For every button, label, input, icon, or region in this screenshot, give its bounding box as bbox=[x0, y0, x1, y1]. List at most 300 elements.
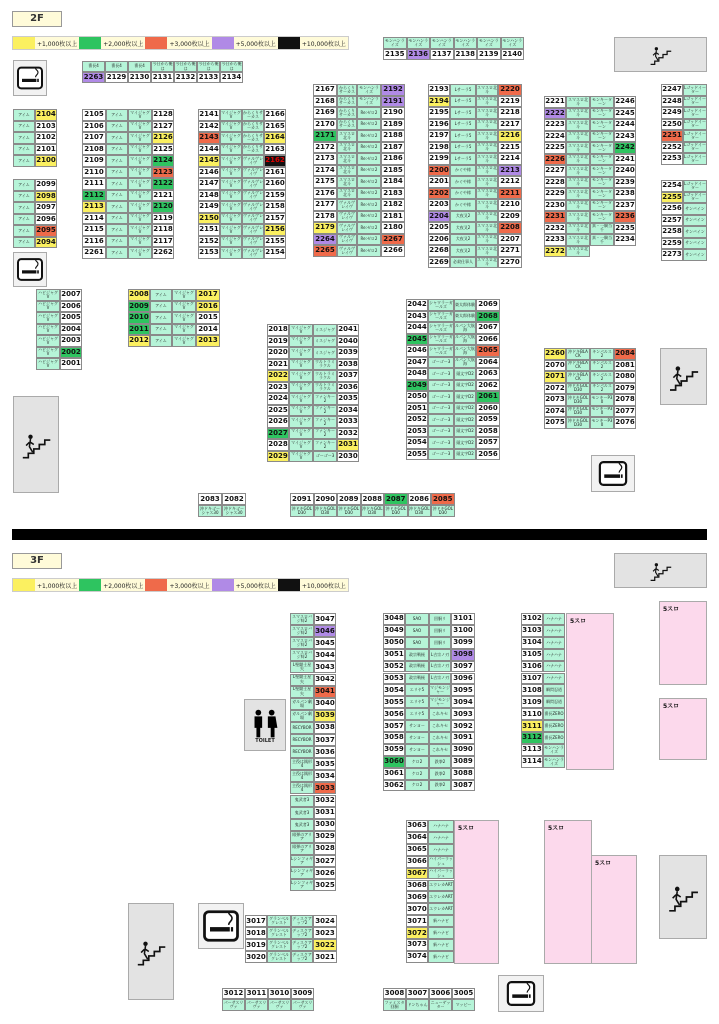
machine-number[interactable]: 3022 bbox=[313, 939, 337, 951]
machine-number[interactable]: 2192 bbox=[381, 84, 405, 96]
machine-number[interactable]: 3010 bbox=[269, 989, 290, 997]
machine-number[interactable]: 2057 bbox=[476, 437, 500, 449]
machine-number[interactable]: 2019 bbox=[267, 336, 289, 348]
machine-number[interactable]: 3019 bbox=[245, 939, 267, 951]
machine-number[interactable]: 2186 bbox=[381, 153, 405, 165]
machine-number[interactable]: 2170 bbox=[313, 119, 337, 131]
machine-number[interactable]: 2077 bbox=[614, 406, 636, 418]
machine-number[interactable]: 3114 bbox=[521, 756, 543, 768]
machine-number[interactable]: 2271 bbox=[498, 245, 522, 257]
machine-number[interactable]: 2124 bbox=[152, 155, 174, 167]
machine-number[interactable]: 3073 bbox=[406, 939, 428, 951]
machine-number[interactable]: 3104 bbox=[521, 637, 543, 649]
machine-number[interactable]: 2251 bbox=[661, 130, 683, 142]
machine-number[interactable]: 2200 bbox=[428, 165, 450, 177]
machine-number[interactable]: 3045 bbox=[314, 637, 336, 649]
machine-number[interactable]: 2061 bbox=[476, 391, 500, 403]
machine-number[interactable]: 3053 bbox=[383, 673, 405, 685]
machine-number[interactable]: 2104 bbox=[35, 109, 57, 121]
machine-number[interactable]: 3056 bbox=[383, 708, 405, 720]
machine-number[interactable]: 2242 bbox=[614, 142, 636, 154]
machine-number[interactable]: 2075 bbox=[544, 417, 566, 429]
machine-number[interactable]: 2083 bbox=[198, 493, 222, 505]
machine-number[interactable]: 2126 bbox=[152, 132, 174, 144]
machine-number[interactable]: 2253 bbox=[661, 153, 683, 165]
machine-number[interactable]: 2230 bbox=[544, 200, 566, 212]
machine-number[interactable]: 2127 bbox=[152, 121, 174, 133]
machine-number[interactable]: 2138 bbox=[454, 49, 478, 60]
machine-number[interactable]: 2042 bbox=[406, 299, 428, 311]
machine-number[interactable]: 3017 bbox=[245, 915, 267, 927]
machine-number[interactable]: 3090 bbox=[451, 744, 475, 756]
machine-number[interactable]: 3047 bbox=[314, 613, 336, 625]
machine-number[interactable]: 2044 bbox=[406, 322, 428, 334]
machine-number[interactable]: 2209 bbox=[498, 211, 522, 223]
machine-number[interactable]: 2222 bbox=[544, 108, 566, 120]
machine-number[interactable]: 2268 bbox=[428, 245, 450, 257]
machine-number[interactable]: 2166 bbox=[264, 109, 286, 121]
machine-number[interactable]: 3061 bbox=[383, 768, 405, 780]
machine-number[interactable]: 2211 bbox=[498, 188, 522, 200]
machine-number[interactable]: 3054 bbox=[383, 684, 405, 696]
machine-number[interactable]: 2240 bbox=[614, 165, 636, 177]
machine-number[interactable]: 3039 bbox=[314, 710, 336, 722]
machine-number[interactable]: 2195 bbox=[428, 107, 450, 119]
machine-number[interactable]: 2154 bbox=[264, 247, 286, 259]
machine-number[interactable]: 2065 bbox=[476, 345, 500, 357]
machine-number[interactable]: 2234 bbox=[614, 234, 636, 246]
machine-number[interactable]: 2063 bbox=[476, 368, 500, 380]
machine-number[interactable]: 2029 bbox=[267, 451, 289, 463]
machine-number[interactable]: 2076 bbox=[614, 417, 636, 429]
machine-number[interactable]: 3032 bbox=[314, 795, 336, 807]
machine-number[interactable]: 2094 bbox=[35, 237, 57, 249]
machine-number[interactable]: 2208 bbox=[498, 222, 522, 234]
machine-number[interactable]: 2088 bbox=[361, 493, 385, 505]
machine-number[interactable]: 3030 bbox=[314, 819, 336, 831]
machine-number[interactable]: 2080 bbox=[614, 371, 636, 383]
machine-number[interactable]: 2135 bbox=[383, 49, 407, 60]
machine-number[interactable]: 2236 bbox=[614, 211, 636, 223]
machine-number[interactable]: 3036 bbox=[314, 746, 336, 758]
machine-number[interactable]: 2229 bbox=[544, 188, 566, 200]
machine-number[interactable]: 3109 bbox=[521, 696, 543, 708]
machine-number[interactable]: 2206 bbox=[428, 234, 450, 246]
machine-number[interactable]: 2228 bbox=[544, 177, 566, 189]
machine-number[interactable]: 3060 bbox=[383, 756, 405, 768]
machine-number[interactable]: 2060 bbox=[476, 403, 500, 415]
machine-number[interactable]: 2017 bbox=[196, 289, 220, 301]
machine-number[interactable]: 3088 bbox=[451, 768, 475, 780]
machine-number[interactable]: 2117 bbox=[152, 236, 174, 248]
machine-number[interactable]: 2227 bbox=[544, 165, 566, 177]
machine-number[interactable]: 2224 bbox=[544, 131, 566, 143]
machine-number[interactable]: 3063 bbox=[406, 820, 428, 832]
machine-number[interactable]: 2084 bbox=[614, 348, 636, 360]
machine-number[interactable]: 2238 bbox=[614, 188, 636, 200]
machine-number[interactable]: 2107 bbox=[82, 132, 106, 144]
machine-number[interactable]: 2243 bbox=[614, 131, 636, 143]
machine-number[interactable]: 2137 bbox=[430, 49, 454, 60]
machine-number[interactable]: 2199 bbox=[428, 153, 450, 165]
machine-number[interactable]: 2167 bbox=[313, 84, 337, 96]
machine-number[interactable]: 2074 bbox=[544, 406, 566, 418]
machine-number[interactable]: 2164 bbox=[264, 132, 286, 144]
machine-number[interactable]: 2038 bbox=[337, 359, 359, 371]
machine-number[interactable]: 3057 bbox=[383, 720, 405, 732]
machine-number[interactable]: 2102 bbox=[35, 132, 57, 144]
machine-number[interactable]: 2078 bbox=[614, 394, 636, 406]
machine-number[interactable]: 2184 bbox=[381, 176, 405, 188]
machine-number[interactable]: 2218 bbox=[498, 107, 522, 119]
machine-number[interactable]: 2262 bbox=[152, 247, 174, 259]
machine-number[interactable]: 3094 bbox=[451, 696, 475, 708]
machine-number[interactable]: 3020 bbox=[245, 951, 267, 963]
machine-number[interactable]: 2106 bbox=[82, 121, 106, 133]
machine-number[interactable]: 2269 bbox=[428, 257, 450, 269]
machine-number[interactable]: 3070 bbox=[406, 903, 428, 915]
machine-number[interactable]: 2250 bbox=[661, 119, 683, 131]
machine-number[interactable]: 2272 bbox=[544, 246, 566, 258]
machine-number[interactable]: 2123 bbox=[152, 167, 174, 179]
machine-number[interactable]: 3052 bbox=[383, 661, 405, 673]
machine-number[interactable]: 2197 bbox=[428, 130, 450, 142]
machine-number[interactable]: 2069 bbox=[476, 299, 500, 311]
machine-number[interactable]: 2049 bbox=[406, 380, 428, 392]
machine-number[interactable]: 2027 bbox=[267, 428, 289, 440]
machine-number[interactable]: 2120 bbox=[152, 201, 174, 213]
machine-number[interactable]: 3100 bbox=[451, 625, 475, 637]
machine-number[interactable]: 3023 bbox=[313, 927, 337, 939]
machine-number[interactable]: 2178 bbox=[313, 211, 337, 223]
machine-number[interactable]: 3103 bbox=[521, 625, 543, 637]
machine-number[interactable]: 2047 bbox=[406, 357, 428, 369]
machine-number[interactable]: 2244 bbox=[614, 119, 636, 131]
machine-number[interactable]: 2105 bbox=[82, 109, 106, 121]
machine-number[interactable]: 2147 bbox=[198, 178, 220, 190]
machine-number[interactable]: 3021 bbox=[313, 951, 337, 963]
machine-number[interactable]: 2081 bbox=[614, 360, 636, 372]
machine-number[interactable]: 2072 bbox=[544, 383, 566, 395]
machine-number[interactable]: 2204 bbox=[428, 211, 450, 223]
machine-number[interactable]: 2099 bbox=[35, 179, 57, 191]
machine-number[interactable]: 2116 bbox=[82, 236, 106, 248]
machine-number[interactable]: 2033 bbox=[337, 416, 359, 428]
machine-number[interactable]: 2091 bbox=[290, 493, 314, 505]
machine-number[interactable]: 3048 bbox=[383, 613, 405, 625]
machine-number[interactable]: 3051 bbox=[383, 649, 405, 661]
machine-number[interactable]: 2265 bbox=[313, 245, 337, 257]
machine-number[interactable]: 2248 bbox=[661, 96, 683, 108]
machine-number[interactable]: 2221 bbox=[544, 96, 566, 108]
machine-number[interactable]: 2018 bbox=[267, 324, 289, 336]
machine-number[interactable]: 2232 bbox=[544, 223, 566, 235]
machine-number[interactable]: 3087 bbox=[451, 780, 475, 792]
machine-number[interactable]: 3107 bbox=[521, 673, 543, 685]
machine-number[interactable]: 3024 bbox=[313, 915, 337, 927]
machine-number[interactable]: 2201 bbox=[428, 176, 450, 188]
machine-number[interactable]: 2155 bbox=[264, 236, 286, 248]
machine-number[interactable]: 2011 bbox=[128, 324, 150, 336]
machine-number[interactable]: 2273 bbox=[661, 249, 683, 261]
machine-number[interactable]: 2129 bbox=[106, 73, 127, 81]
machine-number[interactable]: 2134 bbox=[221, 73, 242, 81]
machine-number[interactable]: 3111 bbox=[521, 720, 543, 732]
machine-number[interactable]: 2233 bbox=[544, 234, 566, 246]
machine-number[interactable]: 2014 bbox=[196, 324, 220, 336]
machine-number[interactable]: 2257 bbox=[661, 215, 683, 227]
machine-number[interactable]: 2130 bbox=[129, 73, 150, 81]
machine-number[interactable]: 2171 bbox=[313, 130, 337, 142]
machine-number[interactable]: 2162 bbox=[264, 155, 286, 167]
machine-number[interactable]: 2023 bbox=[267, 382, 289, 394]
machine-number[interactable]: 2246 bbox=[614, 96, 636, 108]
machine-number[interactable]: 2021 bbox=[267, 359, 289, 371]
machine-number[interactable]: 3092 bbox=[451, 720, 475, 732]
machine-number[interactable]: 2059 bbox=[476, 414, 500, 426]
machine-number[interactable]: 2073 bbox=[544, 394, 566, 406]
machine-number[interactable]: 2039 bbox=[337, 347, 359, 359]
machine-number[interactable]: 2182 bbox=[381, 199, 405, 211]
machine-number[interactable]: 3091 bbox=[451, 732, 475, 744]
machine-number[interactable]: 2223 bbox=[544, 119, 566, 131]
machine-number[interactable]: 2143 bbox=[198, 132, 220, 144]
machine-number[interactable]: 2111 bbox=[82, 178, 106, 190]
machine-number[interactable]: 3101 bbox=[451, 613, 475, 625]
machine-number[interactable]: 3066 bbox=[406, 856, 428, 868]
machine-number[interactable]: 2173 bbox=[313, 153, 337, 165]
machine-number[interactable]: 2024 bbox=[267, 393, 289, 405]
machine-number[interactable]: 2034 bbox=[337, 405, 359, 417]
machine-number[interactable]: 2235 bbox=[614, 223, 636, 235]
machine-number[interactable]: 2070 bbox=[544, 360, 566, 372]
machine-number[interactable]: 2247 bbox=[661, 84, 683, 96]
machine-number[interactable]: 2161 bbox=[264, 167, 286, 179]
machine-number[interactable]: 2198 bbox=[428, 142, 450, 154]
machine-number[interactable]: 3062 bbox=[383, 780, 405, 792]
machine-number[interactable]: 3098 bbox=[451, 649, 475, 661]
machine-number[interactable]: 3069 bbox=[406, 891, 428, 903]
machine-number[interactable]: 2252 bbox=[661, 142, 683, 154]
machine-number[interactable]: 2210 bbox=[498, 199, 522, 211]
machine-number[interactable]: 2168 bbox=[313, 96, 337, 108]
machine-number[interactable]: 3072 bbox=[406, 927, 428, 939]
machine-number[interactable]: 2028 bbox=[267, 439, 289, 451]
machine-number[interactable]: 2003 bbox=[60, 335, 82, 347]
machine-number[interactable]: 2112 bbox=[82, 190, 106, 202]
machine-number[interactable]: 2032 bbox=[337, 428, 359, 440]
machine-number[interactable]: 3058 bbox=[383, 732, 405, 744]
machine-number[interactable]: 2071 bbox=[544, 371, 566, 383]
machine-number[interactable]: 2212 bbox=[498, 176, 522, 188]
machine-number[interactable]: 2179 bbox=[313, 222, 337, 234]
machine-number[interactable]: 2009 bbox=[128, 301, 150, 313]
machine-number[interactable]: 2175 bbox=[313, 176, 337, 188]
machine-number[interactable]: 2101 bbox=[35, 144, 57, 156]
machine-number[interactable]: 3064 bbox=[406, 832, 428, 844]
machine-number[interactable]: 2259 bbox=[661, 238, 683, 250]
machine-number[interactable]: 2026 bbox=[267, 416, 289, 428]
machine-number[interactable]: 2095 bbox=[35, 225, 57, 237]
machine-number[interactable]: 2172 bbox=[313, 142, 337, 154]
machine-number[interactable]: 2183 bbox=[381, 188, 405, 200]
machine-number[interactable]: 3055 bbox=[383, 696, 405, 708]
machine-number[interactable]: 3018 bbox=[245, 927, 267, 939]
machine-number[interactable]: 2145 bbox=[198, 155, 220, 167]
machine-number[interactable]: 2213 bbox=[498, 165, 522, 177]
machine-number[interactable]: 2115 bbox=[82, 224, 106, 236]
machine-number[interactable]: 2202 bbox=[428, 188, 450, 200]
machine-number[interactable]: 3006 bbox=[430, 989, 451, 997]
machine-number[interactable]: 2263 bbox=[83, 73, 104, 81]
machine-number[interactable]: 2267 bbox=[381, 234, 405, 246]
machine-number[interactable]: 2109 bbox=[82, 155, 106, 167]
machine-number[interactable]: 2051 bbox=[406, 403, 428, 415]
machine-number[interactable]: 2087 bbox=[384, 493, 408, 505]
machine-number[interactable]: 2035 bbox=[337, 393, 359, 405]
machine-number[interactable]: 3043 bbox=[314, 661, 336, 673]
machine-number[interactable]: 3102 bbox=[521, 613, 543, 625]
machine-number[interactable]: 2016 bbox=[196, 301, 220, 313]
machine-number[interactable]: 2258 bbox=[661, 226, 683, 238]
machine-number[interactable]: 2045 bbox=[406, 334, 428, 346]
machine-number[interactable]: 2097 bbox=[35, 202, 57, 214]
machine-number[interactable]: 2055 bbox=[406, 449, 428, 461]
machine-number[interactable]: 2118 bbox=[152, 224, 174, 236]
machine-number[interactable]: 2153 bbox=[198, 247, 220, 259]
machine-number[interactable]: 3026 bbox=[314, 867, 336, 879]
machine-number[interactable]: 2114 bbox=[82, 213, 106, 225]
machine-number[interactable]: 2067 bbox=[476, 322, 500, 334]
machine-number[interactable]: 3065 bbox=[406, 844, 428, 856]
machine-number[interactable]: 2043 bbox=[406, 311, 428, 323]
machine-number[interactable]: 3007 bbox=[407, 989, 428, 997]
machine-number[interactable]: 2254 bbox=[661, 180, 683, 192]
machine-number[interactable]: 2156 bbox=[264, 224, 286, 236]
machine-number[interactable]: 2110 bbox=[82, 167, 106, 179]
machine-number[interactable]: 2149 bbox=[198, 201, 220, 213]
machine-number[interactable]: 2125 bbox=[152, 144, 174, 156]
machine-number[interactable]: 2157 bbox=[264, 213, 286, 225]
machine-number[interactable]: 2136 bbox=[407, 49, 431, 60]
machine-number[interactable]: 2119 bbox=[152, 213, 174, 225]
machine-number[interactable]: 2260 bbox=[544, 348, 566, 360]
machine-number[interactable]: 2207 bbox=[498, 234, 522, 246]
machine-number[interactable]: 2255 bbox=[661, 192, 683, 204]
machine-number[interactable]: 2058 bbox=[476, 426, 500, 438]
machine-number[interactable]: 3025 bbox=[314, 879, 336, 891]
machine-number[interactable]: 2256 bbox=[661, 203, 683, 215]
machine-number[interactable]: 2150 bbox=[198, 213, 220, 225]
machine-number[interactable]: 3042 bbox=[314, 674, 336, 686]
machine-number[interactable]: 2113 bbox=[82, 201, 106, 213]
machine-number[interactable]: 3096 bbox=[451, 673, 475, 685]
machine-number[interactable]: 2086 bbox=[408, 493, 432, 505]
machine-number[interactable]: 2158 bbox=[264, 201, 286, 213]
machine-number[interactable]: 3105 bbox=[521, 649, 543, 661]
machine-number[interactable]: 3029 bbox=[314, 831, 336, 843]
machine-number[interactable]: 2185 bbox=[381, 165, 405, 177]
machine-number[interactable]: 2219 bbox=[498, 96, 522, 108]
machine-number[interactable]: 2052 bbox=[406, 414, 428, 426]
machine-number[interactable]: 2005 bbox=[60, 312, 82, 324]
machine-number[interactable]: 2139 bbox=[477, 49, 501, 60]
machine-number[interactable]: 3037 bbox=[314, 734, 336, 746]
machine-number[interactable]: 2261 bbox=[82, 247, 106, 259]
machine-number[interactable]: 3059 bbox=[383, 744, 405, 756]
machine-number[interactable]: 2146 bbox=[198, 167, 220, 179]
machine-number[interactable]: 2220 bbox=[498, 84, 522, 96]
machine-number[interactable]: 2002 bbox=[60, 347, 82, 359]
machine-number[interactable]: 2036 bbox=[337, 382, 359, 394]
machine-number[interactable]: 2041 bbox=[337, 324, 359, 336]
machine-number[interactable]: 3097 bbox=[451, 661, 475, 673]
machine-number[interactable]: 2048 bbox=[406, 368, 428, 380]
machine-number[interactable]: 2181 bbox=[381, 211, 405, 223]
machine-number[interactable]: 2144 bbox=[198, 144, 220, 156]
machine-number[interactable]: 3041 bbox=[314, 686, 336, 698]
machine-number[interactable]: 2004 bbox=[60, 324, 82, 336]
machine-number[interactable]: 2131 bbox=[152, 73, 173, 81]
machine-number[interactable]: 3050 bbox=[383, 637, 405, 649]
machine-number[interactable]: 3067 bbox=[406, 868, 428, 880]
machine-number[interactable]: 2031 bbox=[337, 439, 359, 451]
machine-number[interactable]: 2237 bbox=[614, 200, 636, 212]
machine-number[interactable]: 2270 bbox=[498, 257, 522, 269]
machine-number[interactable]: 2160 bbox=[264, 178, 286, 190]
machine-number[interactable]: 3040 bbox=[314, 698, 336, 710]
machine-number[interactable]: 3089 bbox=[451, 756, 475, 768]
machine-number[interactable]: 2006 bbox=[60, 301, 82, 313]
machine-number[interactable]: 2142 bbox=[198, 121, 220, 133]
machine-number[interactable]: 2189 bbox=[381, 119, 405, 131]
machine-number[interactable]: 2165 bbox=[264, 121, 286, 133]
machine-number[interactable]: 2151 bbox=[198, 224, 220, 236]
machine-number[interactable]: 2096 bbox=[35, 214, 57, 226]
machine-number[interactable]: 2128 bbox=[152, 109, 174, 121]
machine-number[interactable]: 2008 bbox=[128, 289, 150, 301]
machine-number[interactable]: 2205 bbox=[428, 222, 450, 234]
machine-number[interactable]: 3027 bbox=[314, 855, 336, 867]
machine-number[interactable]: 3112 bbox=[521, 732, 543, 744]
machine-number[interactable]: 2188 bbox=[381, 130, 405, 142]
machine-number[interactable]: 2012 bbox=[128, 335, 150, 347]
machine-number[interactable]: 2056 bbox=[476, 449, 500, 461]
machine-number[interactable]: 2022 bbox=[267, 370, 289, 382]
machine-number[interactable]: 3068 bbox=[406, 880, 428, 892]
machine-number[interactable]: 2054 bbox=[406, 437, 428, 449]
machine-number[interactable]: 2089 bbox=[337, 493, 361, 505]
machine-number[interactable]: 2226 bbox=[544, 154, 566, 166]
machine-number[interactable]: 2215 bbox=[498, 142, 522, 154]
machine-number[interactable]: 2140 bbox=[501, 49, 525, 60]
machine-number[interactable]: 2217 bbox=[498, 119, 522, 131]
machine-number[interactable]: 2001 bbox=[60, 358, 82, 370]
machine-number[interactable]: 3110 bbox=[521, 708, 543, 720]
machine-number[interactable]: 2133 bbox=[198, 73, 219, 81]
machine-number[interactable]: 2187 bbox=[381, 142, 405, 154]
machine-number[interactable]: 2196 bbox=[428, 119, 450, 131]
machine-number[interactable]: 2193 bbox=[428, 84, 450, 96]
machine-number[interactable]: 3049 bbox=[383, 625, 405, 637]
machine-number[interactable]: 3099 bbox=[451, 637, 475, 649]
machine-number[interactable]: 3008 bbox=[384, 989, 405, 997]
machine-number[interactable]: 2141 bbox=[198, 109, 220, 121]
machine-number[interactable]: 3044 bbox=[314, 649, 336, 661]
machine-number[interactable]: 2191 bbox=[381, 96, 405, 108]
machine-number[interactable]: 2064 bbox=[476, 357, 500, 369]
machine-number[interactable]: 3034 bbox=[314, 770, 336, 782]
